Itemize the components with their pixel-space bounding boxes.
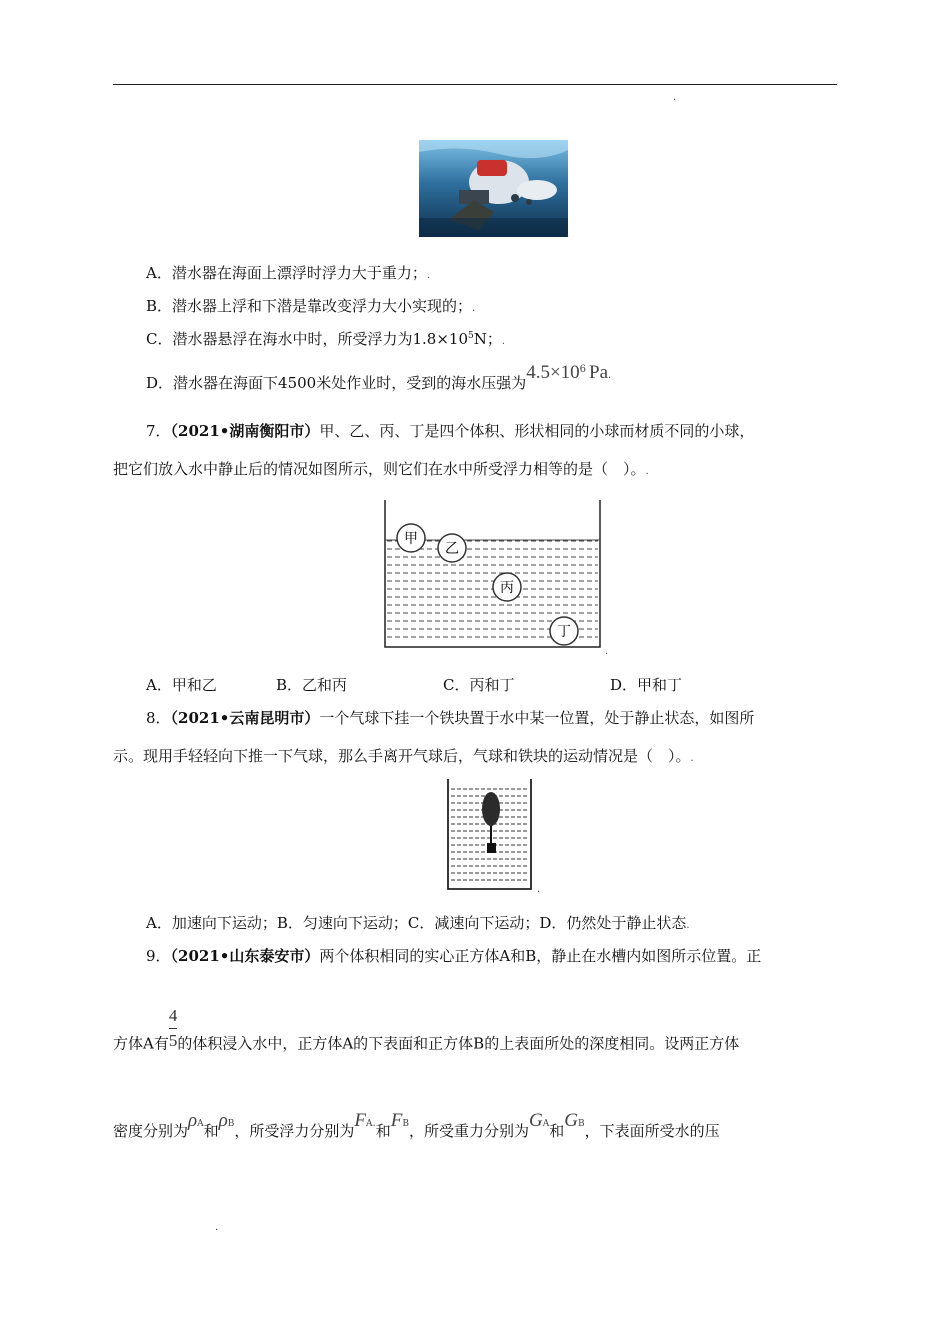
ball-bing bbox=[493, 573, 521, 601]
ball-ding bbox=[550, 617, 578, 645]
ball-jia bbox=[397, 524, 425, 552]
q7-option-a: A．甲和乙 bbox=[146, 676, 217, 694]
image-dot: . bbox=[566, 228, 570, 239]
svg-text:丙: 丙 bbox=[500, 580, 514, 596]
q9-line-2: 方体A有$\frac{4}{5}$的体积浸入水中，正方体A的下表面和正方体B的上表面所处的深度相同。设两正方体 bbox=[113, 1006, 740, 1053]
q7-option-d: D．甲和丁 bbox=[610, 676, 683, 694]
header-rule bbox=[113, 84, 837, 85]
q8-options: A．加速向下运动；B．匀速向下运动；C．减速向下运动；D．仍然处于静止状态. bbox=[146, 914, 690, 932]
footer-dot: . bbox=[215, 1222, 219, 1233]
q9-line-1: 9．（2021•山东泰安市）两个体积相同的实心正方体A和B，静止在水槽内如图所示位置。正 bbox=[146, 947, 762, 965]
q6-option-c: C．潜水器悬浮在海水中时，所受浮力为$1.8\times 10^5N$；. bbox=[146, 330, 506, 348]
q7-figure-tank bbox=[383, 498, 603, 650]
fig8-dot: . bbox=[537, 884, 541, 895]
ball-yi bbox=[438, 534, 466, 562]
q7-line-1: 7．（2021•湖南衡阳市）甲、乙、丙、丁是四个体积、形状相同的小球而材质不同的小球， bbox=[146, 422, 755, 440]
q8-figure-balloon-tank bbox=[445, 777, 535, 892]
q8-line-2: 示。现用手轻轻向下推一下气球，那么手离开气球后，气球和铁块的运动情况是（ ）。. bbox=[113, 747, 694, 765]
q9-line-3: 密度分别为ρA和ρB，所受浮力分别为FA.和FB，所受重力分别为GA和GB，下表面所受水的压 bbox=[113, 1110, 720, 1140]
submersible-photo bbox=[419, 140, 568, 237]
q6-option-d: D．潜水器在海面下4500米处作业时，受到的海水压强为$4.5\times 10^6$ Pa. bbox=[146, 362, 612, 392]
svg-text:丁: 丁 bbox=[557, 624, 571, 640]
q6-option-a: A．潜水器在海面上漂浮时浮力大于重力；. bbox=[146, 264, 431, 282]
header-dot: . bbox=[673, 92, 677, 103]
q8-line-1: 8．（2021•云南昆明市）一个气球下挂一个铁块置于水中某一位置，处于静止状态，如图所 bbox=[146, 709, 755, 727]
fraction-four-fifths: $\frac{4}{5}$ bbox=[168, 1006, 178, 1050]
q7-option-b: B．乙和丙 bbox=[276, 676, 348, 694]
q7-line-2: 把它们放入水中静止后的情况如图所示，则它们在水中所受浮力相等的是（ ）。. bbox=[113, 460, 649, 478]
fig7-dot: . bbox=[605, 646, 609, 657]
q7-option-c: C．丙和丁 bbox=[443, 676, 515, 694]
q6-option-b: B．潜水器上浮和下潜是靠改变浮力大小实现的；. bbox=[146, 297, 476, 315]
iron-block bbox=[487, 843, 496, 853]
svg-text:乙: 乙 bbox=[445, 541, 459, 557]
balloon bbox=[482, 792, 500, 826]
svg-text:甲: 甲 bbox=[404, 531, 418, 547]
